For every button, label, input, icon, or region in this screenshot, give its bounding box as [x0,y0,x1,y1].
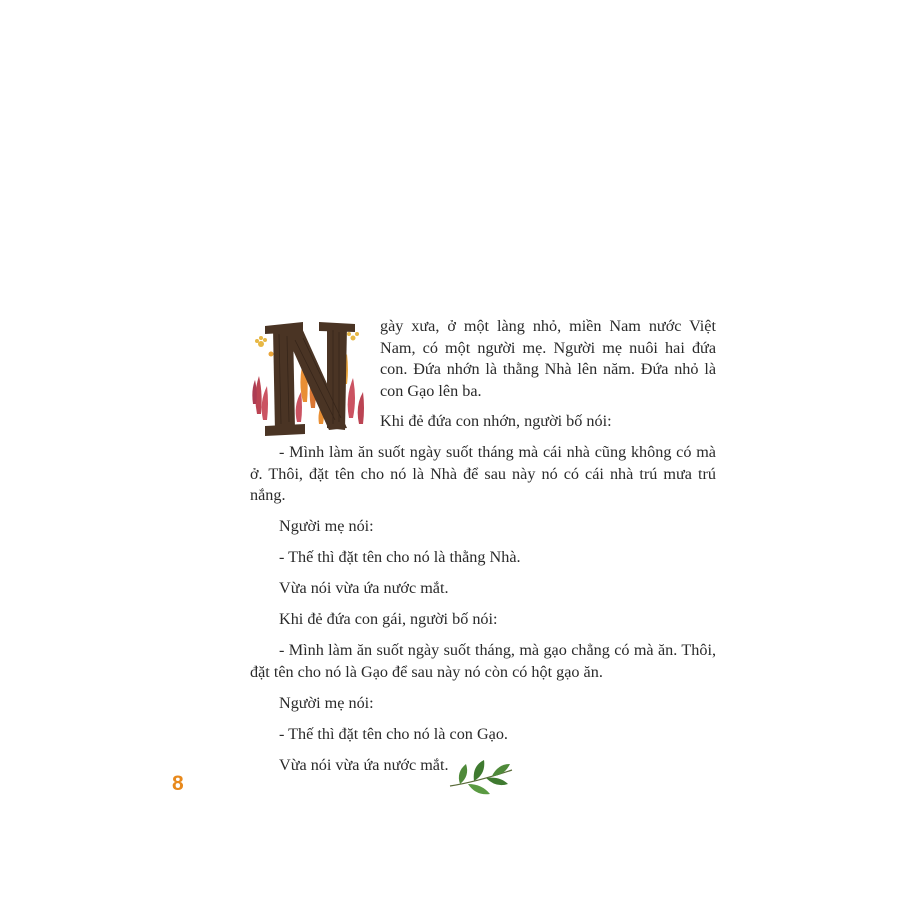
opening-paragraph: gày xưa, ở một làng nhỏ, miền Nam nước Việt Nam, có một người mẹ. Người mẹ nuôi hai đứa con. Đứa nhớn là thằng Nhà lên năm. Đứa nhỏ là con Gạo lên ba. [380,317,716,400]
story-text [250,316,716,786]
paragraph: - Thế thì đặt tên cho nó là thằng Nhà. [279,548,521,566]
paragraph: Người mẹ nói: [279,693,374,712]
paragraph: Khi đẻ đứa con gái, người bố nói: [279,610,498,628]
paragraph: Người mẹ nói: [279,517,374,535]
paragraph: - Mình làm ăn suốt ngày suốt tháng, mà gạo chẳng có mà ăn. Thôi, đặt tên cho nó là Gạo để sau này nó còn có hột gạo ăn. [250,641,716,681]
paragraph: - Mình làm ăn suốt ngày suốt tháng mà cái nhà cũng không có mà ở. Thôi, đặt tên cho nó là Nhà để sau này nó có cái nhà trú mưa trú nắng. [250,443,716,504]
leaf-sprig-icon [446,756,518,802]
paragraph: Vừa nói vừa ứa nước mắt. [279,755,449,774]
paragraph: Vừa nói vừa ứa nước mắt. [279,579,449,597]
paragraph: Khi đẻ đứa con nhớn, người bố nói: [380,412,612,430]
page-number: 8 [172,772,184,795]
paragraph: - Thế thì đặt tên cho nó là con Gạo. [279,724,508,743]
